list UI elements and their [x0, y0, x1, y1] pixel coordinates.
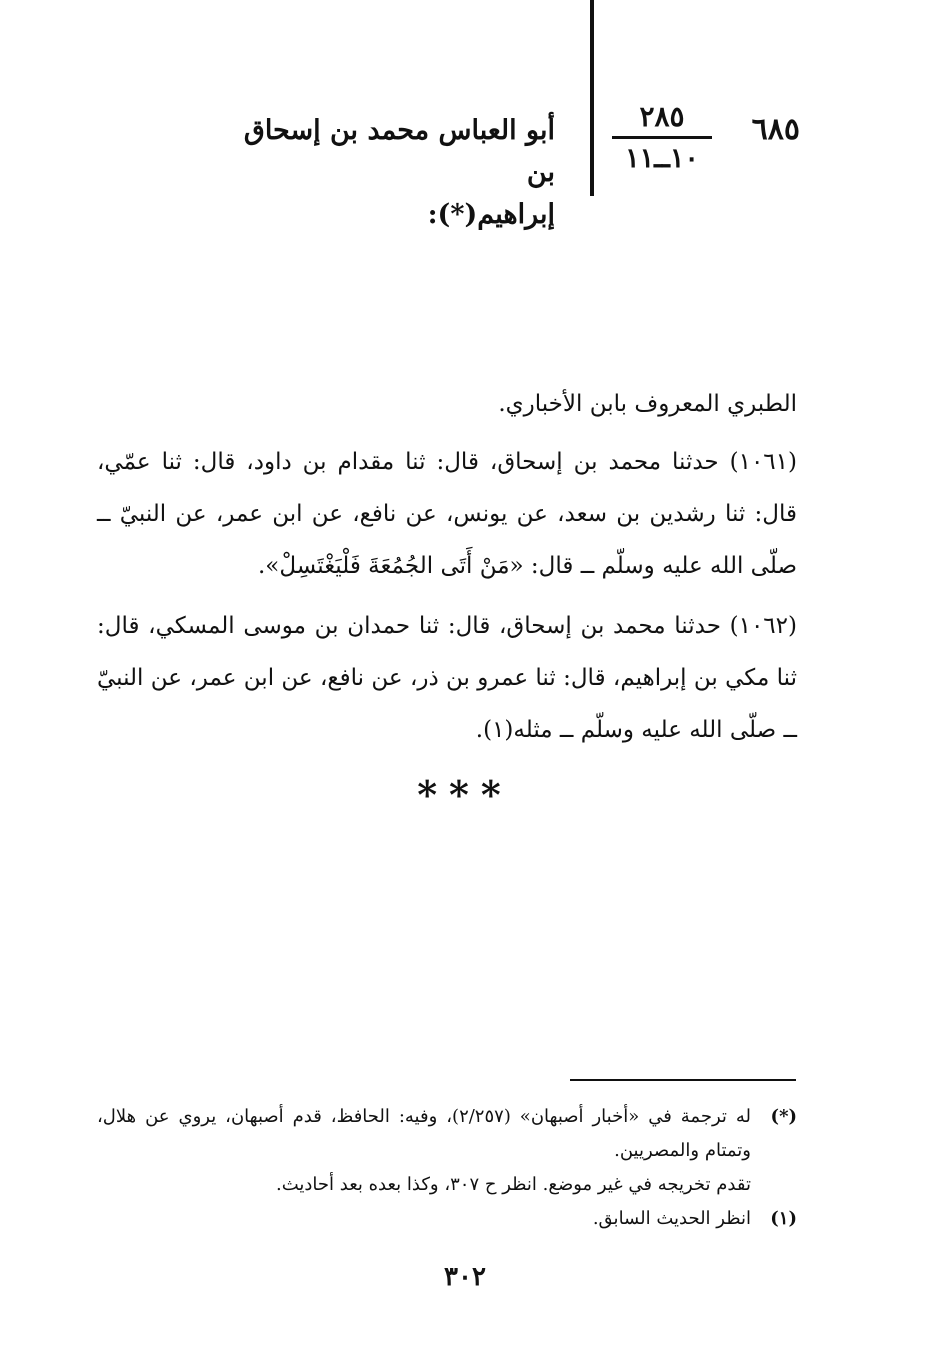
footnote-mark: (١) [770, 1208, 797, 1229]
entry-number: ٦٨٥ [751, 112, 800, 147]
footnote-line: انظر الحديث السابق. [592, 1208, 751, 1229]
entry-title-line-2: إبراهيم(*): [427, 199, 555, 230]
footnote-rule [570, 1079, 796, 1081]
reference-fraction [612, 100, 712, 175]
footnotes [97, 1100, 797, 1236]
hadith-1062: (١٠٦٢) حدثنا محمد بن إسحاق، قال: ثنا حمدان بن موسى المسكي، قال: ثنا مكي بن إبراهيم، قال: ثنا عمرو بن ذر، عن نافع، عن ابن عمر، عن النبيّ ــ صلّى الله عليه وسلّم ــ مثله(١). [97, 613, 797, 743]
entry-title-line-1: أبو العباس محمد بن إسحاق بن [243, 115, 555, 188]
page-number: ٣٠٢ [444, 1262, 486, 1292]
footnote-line: تقدم تخريجه في غير موضع. انظر ح ٣٠٧، وكذا بعده بعد أحاديث. [275, 1174, 751, 1195]
entry-title [215, 110, 555, 236]
fraction-bar [612, 136, 712, 139]
intro-line: الطبري المعروف بابن الأخباري. [498, 391, 797, 417]
reference-denominator: ١٠ــ١١ [625, 143, 699, 174]
body-text [97, 378, 797, 764]
hadith-1061: (١٠٦١) حدثنا محمد بن إسحاق، قال: ثنا مقدام بن داود، قال: ثنا عمّي، قال: ثنا رشدين بن سعد، عن يونس، عن نافع، عن ابن عمر، عن النبيّ ــ صلّى الله عليه وسلّم ــ قال: «مَنْ أَتَى الجُمُعَةَ فَلْيَغْتَسِلْ». [97, 449, 797, 579]
footnote-1 [97, 1202, 797, 1236]
footnote-mark: (*) [770, 1106, 797, 1127]
footnote-star [97, 1100, 797, 1202]
footnote-line: له ترجمة في «أخبار أصبهان» (٢/٢٥٧)، وفيه: الحافظ، قدم أصبهان، يروي عن هلال، وتمتام والمصريين. [97, 1106, 751, 1161]
section-separator: *** [417, 772, 513, 817]
reference-numerator: ٢٨٥ [639, 100, 685, 133]
header-vertical-rule [590, 0, 594, 196]
